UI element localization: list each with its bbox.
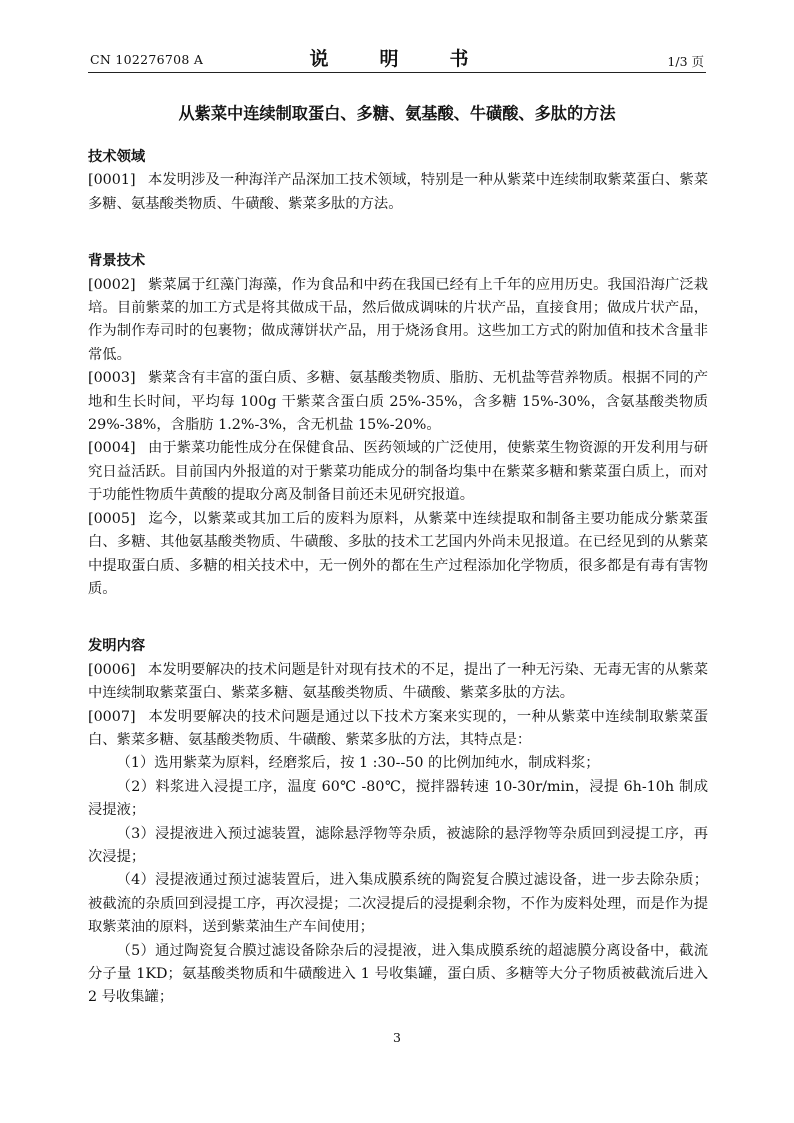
- paragraph-text: 紫菜含有丰富的蛋白质、多糖、氨基酸类物质、脂肪、无机盐等营养物质。根据不同的产地和生长时间，平均每 100g 干紫菜含蛋白质 25%-35%，含多糖 15%-30%，含氨基酸类物质 29%-38%，含脂肪 1.2%-3%，含无机盐 15%-20%。: [88, 370, 708, 434]
- paragraph-text: 本发明要解决的技术问题是针对现有技术的不足，提出了一种无污染、无毒无害的从紫菜中连续制取紫菜蛋白、紫菜多糖、氨基酸类物质、牛磺酸、紫菜多肽的方法。: [88, 661, 708, 702]
- paragraph-number: [0005]: [88, 510, 136, 527]
- paragraph-number: [0003]: [88, 370, 136, 387]
- header-rule: [88, 72, 706, 73]
- paragraph-text: 迄今，以紫菜或其加工后的废料为原料，从紫菜中连续提取和制备主要功能成分紫菜蛋白、多糖、其他氨基酸类物质、牛磺酸、多肽的技术工艺国内外尚未见报道。在已经见到的从紫菜中提取蛋白质、多糖的相关技术中，无一例外的都在生产过程添加化学物质，很多都是有毒有害物质。: [88, 510, 708, 597]
- paragraph-number: [0007]: [88, 708, 136, 725]
- paragraph-number: [0006]: [88, 661, 136, 678]
- paragraph-number: [0002]: [88, 276, 136, 293]
- paragraph-text: 紫菜属于红藻门海藻，作为食品和中药在我国已经有上千年的应用历史。我国沿海广泛栽培。目前紫菜的加工方式是将其做成干品，然后做成调味的片状产品，直接食用；做成片状产品，作为制作寿司时的包裹物；做成薄饼状产品，用于烧汤食用。这些加工方式的附加值和技术含量非常低。: [88, 276, 708, 363]
- paragraph-number: [0001]: [88, 172, 136, 189]
- paragraph-0004: [88, 437, 708, 507]
- section-heading-technical-field: 技术领域: [88, 149, 146, 165]
- process-step-1: （1）选用紫菜为原料，经磨浆后，按 1 :30--50 的比例加纯水，制成料浆；: [116, 755, 600, 772]
- section-heading-summary: 发明内容: [88, 638, 146, 655]
- process-step-2: （2）料浆进入浸提工序，温度 60℃ -80℃，搅拌器转速 10-30r/min，浸提 6h-10h 制成浸提液；: [88, 778, 708, 819]
- document-title: 从紫菜中连续制取蛋白、多糖、氨基酸、牛磺酸、多肽的方法: [178, 104, 616, 123]
- process-step-5: （5）通过陶瓷复合膜过滤设备除杂后的浸提液，进入集成膜系统的超滤膜分离设备中，截流分子量 1KD；氨基酸类物质和牛磺酸进入 1 号收集罐，蛋白质、多糖等大分子物质被截流后进入 2 号收集罐；: [88, 942, 708, 1006]
- paragraph-number: [0004]: [88, 440, 136, 457]
- process-step-3: （3）浸提液进入预过滤装置，滤除悬浮物等杂质，被滤除的悬浮物等杂质回到浸提工序，再次浸提；: [88, 825, 708, 865]
- section-heading-background: 背景技术: [88, 253, 146, 270]
- page-info: 1/3 页: [667, 54, 704, 69]
- paragraph-text: 本发明要解决的技术问题是通过以下技术方案来实现的，一种从紫菜中连续制取紫菜蛋白、紫菜多糖、氨基酸类物质、牛磺酸、紫菜多肽的方法，其特点是：: [88, 708, 708, 748]
- page-header: [0, 0, 794, 74]
- document-body: [88, 146, 708, 1010]
- paragraph-text: 由于紫菜功能性成分在保健食品、医药领域的广泛使用，使紫菜生物资源的开发利用与研究日益活跃。目前国内外报道的对于紫菜功能成分的制备均集中在紫菜多糖和紫菜蛋白质上，而对于功能性物质牛黄酸的提取分离及制备目前还未见研究报道。: [88, 440, 708, 504]
- page-number: 3: [393, 1030, 401, 1045]
- paragraph-text: 本发明涉及一种海洋产品深加工技术领域，特别是一种从紫菜中连续制取紫菜蛋白、紫菜多糖、氨基酸类物质、牛磺酸、紫菜多肽的方法。: [88, 172, 708, 212]
- document-number: CN 102276708 A: [90, 52, 204, 67]
- paragraph-0003: [88, 367, 708, 437]
- paragraph-0001: [88, 169, 708, 216]
- document-type: 说 明 书: [309, 48, 485, 70]
- process-step-4: （4）浸提液通过预过滤装置后，进入集成膜系统的陶瓷复合膜过滤设备，进一步去除杂质；被截流的杂质回到浸提工序，再次浸提；二次浸提后的浸提剩余物，不作为废料处理，而是作为提取紫菜油的原料，送到紫菜油生产车间使用；: [88, 872, 708, 936]
- paragraph-0006: [88, 659, 708, 706]
- paragraph-0007: [88, 706, 708, 753]
- paragraph-0002: [88, 274, 708, 368]
- paragraph-0005: [88, 508, 708, 602]
